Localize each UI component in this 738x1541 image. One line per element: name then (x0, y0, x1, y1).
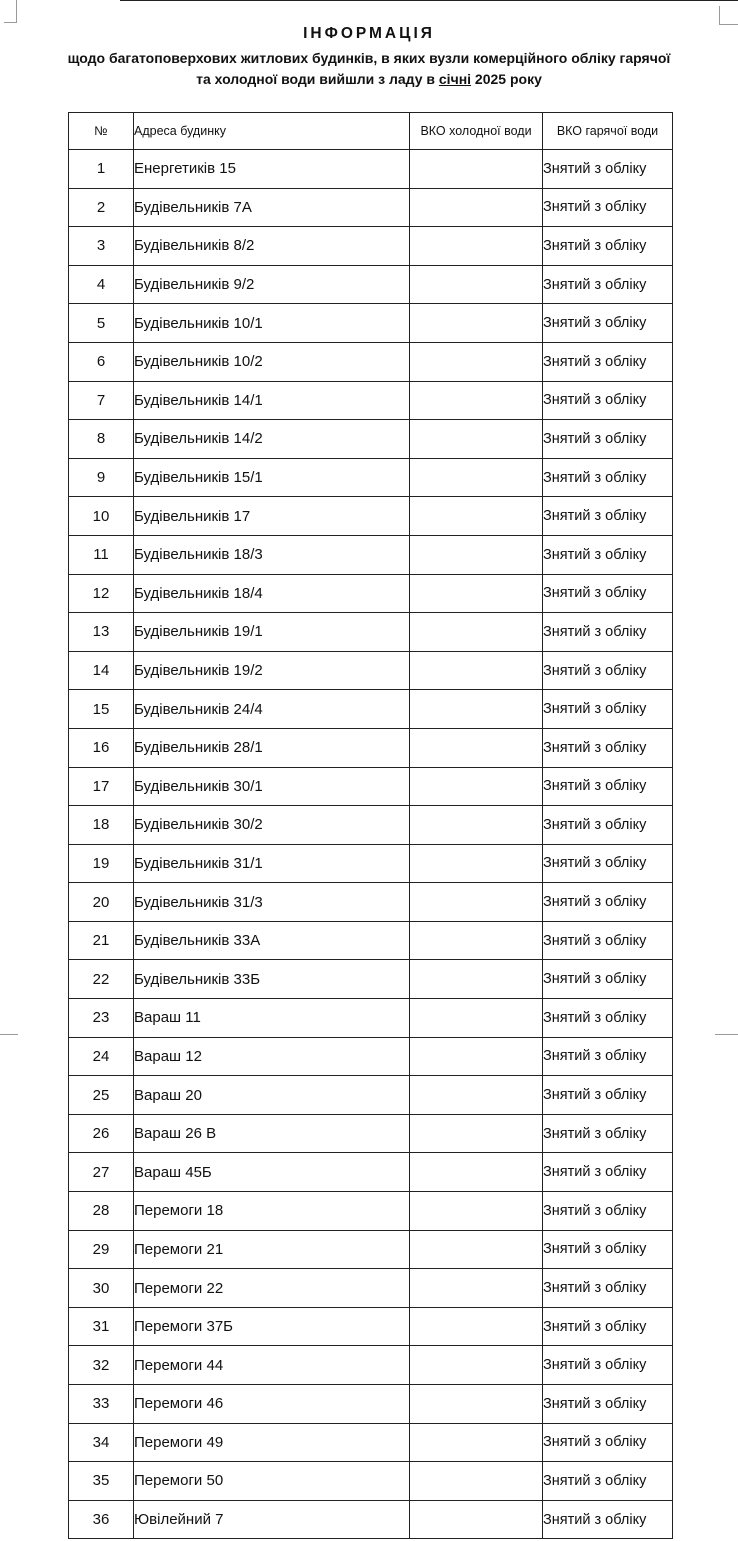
row-hot-water-status: Знятий з обліку (543, 883, 673, 922)
row-cold-water-status (410, 574, 543, 613)
row-hot-water-status: Знятий з обліку (543, 1269, 673, 1308)
row-number: 25 (69, 1076, 134, 1115)
row-address: Перемоги 22 (134, 1269, 410, 1308)
table-row (69, 690, 673, 729)
row-address: Будівельників 9/2 (134, 265, 410, 304)
header-hot-water-meter: ВКО гарячої води (543, 113, 673, 150)
row-hot-water-status: Знятий з обліку (543, 1114, 673, 1153)
table-row (69, 381, 673, 420)
row-address: Вараш 45Б (134, 1153, 410, 1192)
table-body (69, 150, 673, 1539)
table-row (69, 1385, 673, 1424)
row-cold-water-status (410, 883, 543, 922)
row-address: Ювілейний 7 (134, 1500, 410, 1539)
table-row (69, 844, 673, 883)
row-hot-water-status: Знятий з обліку (543, 574, 673, 613)
row-cold-water-status (410, 188, 543, 227)
row-address: Будівельників 30/1 (134, 767, 410, 806)
row-address: Будівельників 24/4 (134, 690, 410, 729)
row-address: Будівельників 31/3 (134, 883, 410, 922)
table-row (69, 265, 673, 304)
row-cold-water-status (410, 651, 543, 690)
row-cold-water-status (410, 265, 543, 304)
row-hot-water-status: Знятий з обліку (543, 381, 673, 420)
table-row (69, 1346, 673, 1385)
row-cold-water-status (410, 1423, 543, 1462)
row-cold-water-status (410, 342, 543, 381)
row-address: Вараш 11 (134, 999, 410, 1038)
table-row (69, 1462, 673, 1501)
row-number: 36 (69, 1500, 134, 1539)
subtitle-line-2 (0, 69, 738, 90)
row-number: 32 (69, 1346, 134, 1385)
row-cold-water-status (410, 1153, 543, 1192)
table-row (69, 883, 673, 922)
row-number: 12 (69, 574, 134, 613)
row-address: Перемоги 49 (134, 1423, 410, 1462)
row-hot-water-status: Знятий з обліку (543, 1307, 673, 1346)
row-address: Будівельників 8/2 (134, 227, 410, 266)
row-address: Будівельників 28/1 (134, 728, 410, 767)
table-row (69, 767, 673, 806)
row-number: 2 (69, 188, 134, 227)
row-address: Перемоги 21 (134, 1230, 410, 1269)
row-hot-water-status: Знятий з обліку (543, 844, 673, 883)
row-cold-water-status (410, 420, 543, 459)
subtitle-month: січні (438, 71, 472, 87)
row-address: Будівельників 30/2 (134, 806, 410, 845)
row-hot-water-status: Знятий з обліку (543, 188, 673, 227)
row-hot-water-status: Знятий з обліку (543, 1500, 673, 1539)
header-address: Адреса будинку (134, 113, 410, 150)
row-hot-water-status: Знятий з обліку (543, 767, 673, 806)
row-number: 26 (69, 1114, 134, 1153)
row-hot-water-status: Знятий з обліку (543, 420, 673, 459)
row-hot-water-status: Знятий з обліку (543, 1037, 673, 1076)
row-number: 9 (69, 458, 134, 497)
row-hot-water-status: Знятий з обліку (543, 960, 673, 999)
row-hot-water-status: Знятий з обліку (543, 342, 673, 381)
table-row (69, 999, 673, 1038)
row-address: Перемоги 37Б (134, 1307, 410, 1346)
page-corner-mark-top-left (4, 0, 17, 23)
row-number: 8 (69, 420, 134, 459)
row-number: 30 (69, 1269, 134, 1308)
row-number: 21 (69, 921, 134, 960)
row-cold-water-status (410, 1346, 543, 1385)
table-row (69, 420, 673, 459)
table-row (69, 1192, 673, 1231)
row-number: 24 (69, 1037, 134, 1076)
table-row (69, 651, 673, 690)
row-number: 15 (69, 690, 134, 729)
row-cold-water-status (410, 960, 543, 999)
table-row (69, 960, 673, 999)
row-cold-water-status (410, 1307, 543, 1346)
document-subtitle (0, 48, 738, 90)
table-header-row (69, 113, 673, 150)
row-number: 3 (69, 227, 134, 266)
row-number: 34 (69, 1423, 134, 1462)
row-hot-water-status: Знятий з обліку (543, 458, 673, 497)
row-number: 13 (69, 613, 134, 652)
page-break-mark-left (0, 1034, 18, 1037)
row-number: 10 (69, 497, 134, 536)
row-address: Будівельників 33Б (134, 960, 410, 999)
row-address: Будівельників 19/2 (134, 651, 410, 690)
row-cold-water-status (410, 844, 543, 883)
row-address: Перемоги 46 (134, 1385, 410, 1424)
row-cold-water-status (410, 150, 543, 189)
row-address: Будівельників 17 (134, 497, 410, 536)
row-address: Будівельників 18/3 (134, 535, 410, 574)
table-row (69, 304, 673, 343)
row-hot-water-status: Знятий з обліку (543, 1153, 673, 1192)
row-cold-water-status (410, 1462, 543, 1501)
document-heading: ІНФОРМАЦІЯ (303, 25, 435, 42)
row-hot-water-status: Знятий з обліку (543, 1462, 673, 1501)
row-hot-water-status: Знятий з обліку (543, 921, 673, 960)
row-cold-water-status (410, 227, 543, 266)
row-cold-water-status (410, 1269, 543, 1308)
table-row (69, 497, 673, 536)
row-cold-water-status (410, 458, 543, 497)
meters-table (68, 112, 673, 1539)
row-cold-water-status (410, 999, 543, 1038)
table-row (69, 806, 673, 845)
row-cold-water-status (410, 1192, 543, 1231)
row-address: Вараш 20 (134, 1076, 410, 1115)
table-row (69, 458, 673, 497)
row-cold-water-status (410, 728, 543, 767)
row-address: Перемоги 44 (134, 1346, 410, 1385)
row-number: 19 (69, 844, 134, 883)
row-number: 17 (69, 767, 134, 806)
row-number: 6 (69, 342, 134, 381)
table-row (69, 188, 673, 227)
row-address: Перемоги 50 (134, 1462, 410, 1501)
row-hot-water-status: Знятий з обліку (543, 613, 673, 652)
row-address: Будівельників 14/2 (134, 420, 410, 459)
row-hot-water-status: Знятий з обліку (543, 806, 673, 845)
row-cold-water-status (410, 921, 543, 960)
row-cold-water-status (410, 806, 543, 845)
row-cold-water-status (410, 613, 543, 652)
row-cold-water-status (410, 767, 543, 806)
row-number: 18 (69, 806, 134, 845)
row-address: Будівельників 14/1 (134, 381, 410, 420)
row-address: Будівельників 31/1 (134, 844, 410, 883)
table-row (69, 728, 673, 767)
table-row (69, 227, 673, 266)
table-row (69, 1114, 673, 1153)
row-number: 33 (69, 1385, 134, 1424)
row-number: 23 (69, 999, 134, 1038)
header-number: № (69, 113, 134, 150)
subtitle-line-1: щодо багатоповерхових житлових будинків, в яких вузли комерційного обліку гарячої (67, 50, 671, 66)
row-number: 28 (69, 1192, 134, 1231)
row-address: Будівельників 33А (134, 921, 410, 960)
row-cold-water-status (410, 1037, 543, 1076)
row-number: 29 (69, 1230, 134, 1269)
row-number: 20 (69, 883, 134, 922)
page-break-mark-right (715, 1034, 738, 1037)
table-row (69, 1423, 673, 1462)
table-row (69, 1500, 673, 1539)
row-number: 11 (69, 535, 134, 574)
row-hot-water-status: Знятий з обліку (543, 497, 673, 536)
row-cold-water-status (410, 690, 543, 729)
table-row (69, 535, 673, 574)
row-address: Будівельників 7А (134, 188, 410, 227)
row-number: 1 (69, 150, 134, 189)
row-cold-water-status (410, 304, 543, 343)
row-address: Будівельників 15/1 (134, 458, 410, 497)
row-hot-water-status: Знятий з обліку (543, 690, 673, 729)
row-number: 5 (69, 304, 134, 343)
row-number: 35 (69, 1462, 134, 1501)
row-address: Будівельників 19/1 (134, 613, 410, 652)
table-row (69, 1076, 673, 1115)
row-cold-water-status (410, 381, 543, 420)
row-number: 7 (69, 381, 134, 420)
row-cold-water-status (410, 1076, 543, 1115)
row-number: 4 (69, 265, 134, 304)
row-hot-water-status: Знятий з обліку (543, 535, 673, 574)
row-cold-water-status (410, 1500, 543, 1539)
row-hot-water-status: Знятий з обліку (543, 1192, 673, 1231)
row-address: Будівельників 10/2 (134, 342, 410, 381)
page-top-border (120, 0, 738, 2)
row-address: Вараш 26 В (134, 1114, 410, 1153)
row-hot-water-status: Знятий з обліку (543, 265, 673, 304)
row-hot-water-status: Знятий з обліку (543, 227, 673, 266)
table-row (69, 150, 673, 189)
table-row (69, 1230, 673, 1269)
row-number: 27 (69, 1153, 134, 1192)
header-cold-water-meter: ВКО холодної води (410, 113, 543, 150)
table-row (69, 613, 673, 652)
row-cold-water-status (410, 1385, 543, 1424)
table-row (69, 1307, 673, 1346)
row-address: Енергетиків 15 (134, 150, 410, 189)
row-hot-water-status: Знятий з обліку (543, 1076, 673, 1115)
row-number: 16 (69, 728, 134, 767)
row-hot-water-status: Знятий з обліку (543, 150, 673, 189)
row-hot-water-status: Знятий з обліку (543, 1346, 673, 1385)
row-hot-water-status: Знятий з обліку (543, 304, 673, 343)
row-hot-water-status: Знятий з обліку (543, 1423, 673, 1462)
row-cold-water-status (410, 1230, 543, 1269)
table-row (69, 1269, 673, 1308)
table-row (69, 1037, 673, 1076)
table-row (69, 574, 673, 613)
row-hot-water-status: Знятий з обліку (543, 999, 673, 1038)
row-address: Будівельників 10/1 (134, 304, 410, 343)
row-number: 22 (69, 960, 134, 999)
row-cold-water-status (410, 497, 543, 536)
row-hot-water-status: Знятий з обліку (543, 651, 673, 690)
row-hot-water-status: Знятий з обліку (543, 1230, 673, 1269)
row-address: Вараш 12 (134, 1037, 410, 1076)
row-cold-water-status (410, 535, 543, 574)
row-cold-water-status (410, 1114, 543, 1153)
subtitle-line-2-suffix: 2025 року (471, 71, 542, 87)
table-row (69, 1153, 673, 1192)
row-number: 31 (69, 1307, 134, 1346)
row-address: Перемоги 18 (134, 1192, 410, 1231)
page-corner-mark-top-right (719, 6, 738, 25)
row-address: Будівельників 18/4 (134, 574, 410, 613)
row-hot-water-status: Знятий з обліку (543, 1385, 673, 1424)
table-row (69, 342, 673, 381)
table-row (69, 921, 673, 960)
row-hot-water-status: Знятий з обліку (543, 728, 673, 767)
subtitle-line-2-prefix: та холодної води вийшли з ладу в (196, 71, 439, 87)
row-number: 14 (69, 651, 134, 690)
